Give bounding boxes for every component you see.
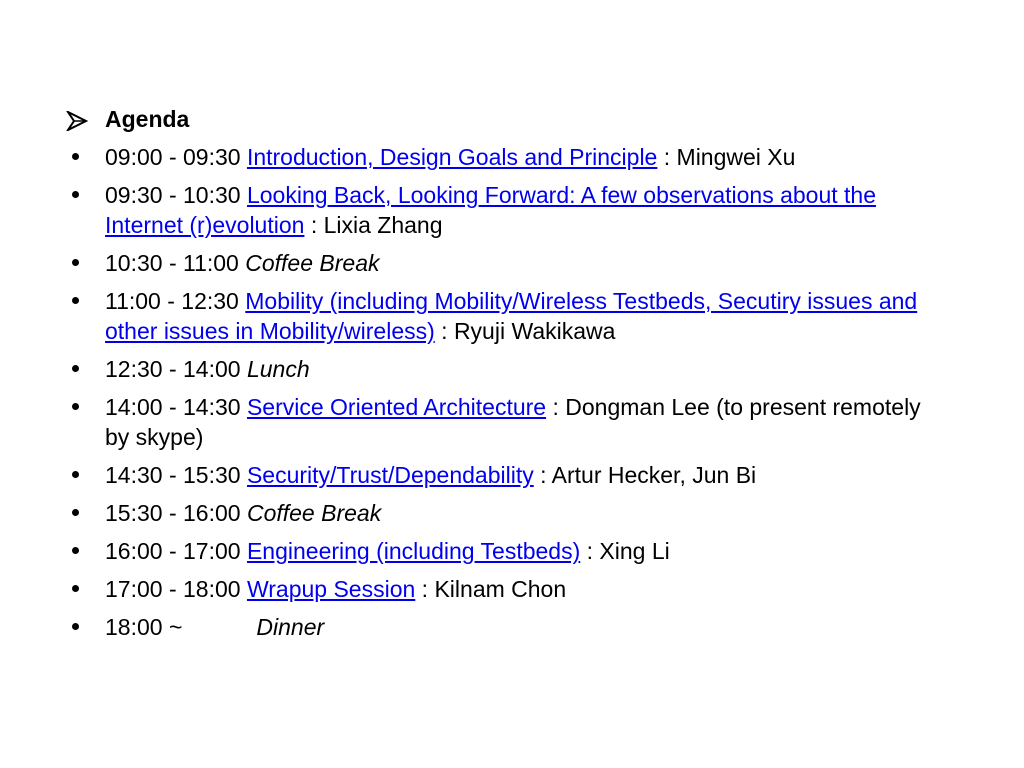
agenda-heading: Agenda — [105, 106, 190, 132]
item-time: 10:30 - 11:00 — [105, 250, 239, 276]
break-label: Coffee Break — [245, 250, 380, 276]
item-time: 12:30 - 14:00 — [105, 356, 241, 382]
agenda-item — [66, 248, 946, 278]
agenda-item — [66, 612, 946, 642]
session-link[interactable]: Engineering (including Testbeds) — [246, 538, 581, 564]
item-speaker: : Kilnam Chon — [415, 576, 567, 602]
agenda-item — [66, 142, 946, 172]
item-time: 14:00 - 14:30 — [105, 394, 241, 420]
agenda-item — [66, 180, 946, 240]
item-time: 14:30 - 15:30 — [105, 462, 241, 488]
bullet-dot-icon — [66, 536, 96, 566]
bullet-dot-icon — [66, 392, 96, 422]
item-time: 09:30 - 10:30 — [105, 182, 241, 208]
session-link[interactable]: Wrapup Session — [246, 576, 416, 602]
agenda-item — [66, 354, 946, 384]
agenda-item — [66, 286, 946, 346]
item-speaker: : Mingwei Xu — [657, 144, 796, 170]
item-time: 11:00 - 12:30 — [105, 288, 239, 314]
break-label: Lunch — [246, 356, 310, 382]
break-label: Dinner — [256, 614, 325, 640]
item-time: 15:30 - 16:00 — [105, 500, 241, 526]
bullet-dot-icon — [66, 498, 96, 528]
item-speaker: : Lixia Zhang — [304, 212, 443, 238]
session-link[interactable]: Looking Back, Looking Forward: A few observations about the Internet (r)evolution — [105, 182, 877, 238]
bullet-dot-icon — [66, 574, 96, 604]
agenda-item — [66, 574, 946, 604]
arrow-bullet-icon — [66, 104, 96, 134]
session-link[interactable]: Mobility (including Mobility/Wireless Testbeds, Secutiry issues and other issues in Mobility/wireless) — [105, 288, 918, 344]
bullet-dot-icon — [66, 286, 96, 316]
agenda-item — [66, 498, 946, 528]
session-link[interactable]: Service Oriented Architecture — [246, 394, 547, 420]
item-time: 09:00 - 09:30 — [105, 144, 241, 170]
bullet-dot-icon — [66, 612, 96, 642]
session-link[interactable]: Introduction, Design Goals and Principle — [246, 144, 658, 170]
item-time: 18:00 ~ — [105, 614, 183, 640]
bullet-dot-icon — [66, 354, 96, 384]
item-speaker: : Dongman Lee (to present remotely by skype) — [105, 394, 921, 450]
bullet-dot-icon — [66, 142, 96, 172]
item-speaker: : Artur Hecker, Jun Bi — [533, 462, 757, 488]
agenda-item — [66, 536, 946, 566]
agenda-heading-item — [66, 104, 946, 134]
item-time: 16:00 - 17:00 — [105, 538, 241, 564]
item-speaker: : Xing Li — [580, 538, 670, 564]
bullet-dot-icon — [66, 460, 96, 490]
agenda-list — [66, 104, 946, 650]
item-speaker: : Ryuji Wakikawa — [434, 318, 616, 344]
bullet-dot-icon — [66, 180, 96, 210]
agenda-item — [66, 460, 946, 490]
item-time: 17:00 - 18:00 — [105, 576, 241, 602]
bullet-dot-icon — [66, 248, 96, 278]
session-link[interactable]: Security/Trust/Dependability — [246, 462, 534, 488]
agenda-item — [66, 392, 946, 452]
arrowhead-icon — [66, 111, 88, 131]
break-label: Coffee Break — [246, 500, 382, 526]
